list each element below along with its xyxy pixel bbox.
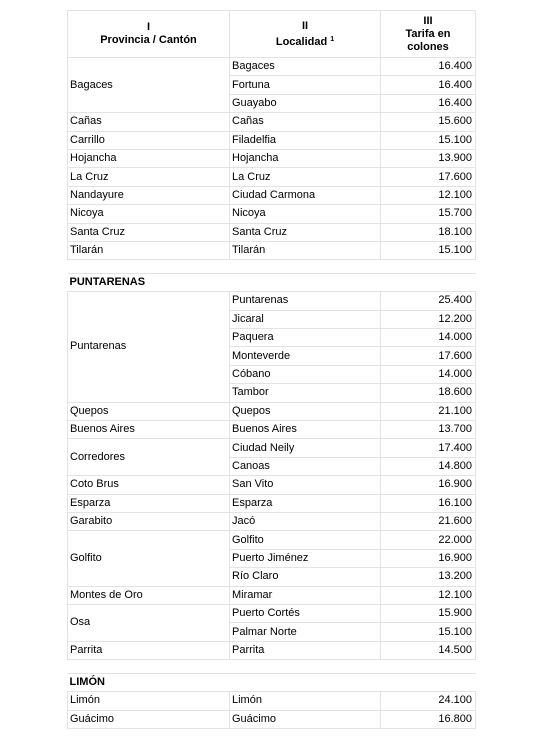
section-spacer <box>68 260 476 274</box>
tarifa-cell: 12.100 <box>381 186 476 204</box>
localidad-cell: Quepos <box>230 402 381 420</box>
tarifa-cell: 25.400 <box>381 292 476 310</box>
canton-cell: Parrita <box>68 641 230 659</box>
table-row <box>68 476 476 494</box>
tarifa-cell: 16.400 <box>381 76 476 94</box>
table-row <box>68 205 476 223</box>
canton-cell: Bagaces <box>68 58 230 113</box>
localidad-cell: Ciudad Carmona <box>230 186 381 204</box>
localidad-cell: Cóbano <box>230 365 381 383</box>
tarifa-cell: 16.900 <box>381 549 476 567</box>
localidad-cell: Hojancha <box>230 149 381 167</box>
table-row <box>68 113 476 131</box>
tariff-table <box>67 10 476 729</box>
canton-cell: Coto Brus <box>68 476 230 494</box>
table-row <box>68 131 476 149</box>
localidad-cell: Ciudad Neily <box>230 439 381 457</box>
localidad-cell: San Vito <box>230 476 381 494</box>
canton-cell: Nicoya <box>68 205 230 223</box>
localidad-cell: Golfito <box>230 531 381 549</box>
localidad-cell: Fortuna <box>230 76 381 94</box>
tarifa-cell: 13.900 <box>381 149 476 167</box>
table-row <box>68 58 476 76</box>
localidad-cell: Monteverde <box>230 347 381 365</box>
tarifa-cell: 13.200 <box>381 568 476 586</box>
tarifa-cell: 18.600 <box>381 384 476 402</box>
tarifa-cell: 15.600 <box>381 113 476 131</box>
localidad-cell: Río Claro <box>230 568 381 586</box>
localidad-cell: Tambor <box>230 384 381 402</box>
tariff-table-container <box>67 10 477 729</box>
canton-cell: Osa <box>68 604 230 641</box>
table-header <box>68 11 476 58</box>
tarifa-cell: 16.100 <box>381 494 476 512</box>
canton-cell: Puntarenas <box>68 292 230 402</box>
localidad-cell: Cañas <box>230 113 381 131</box>
tarifa-cell: 18.100 <box>381 223 476 241</box>
localidad-cell: Limón <box>230 692 381 710</box>
localidad-cell: Jicaral <box>230 310 381 328</box>
footnote-marker: 1 <box>330 35 335 43</box>
localidad-cell: Esparza <box>230 494 381 512</box>
tarifa-cell: 15.700 <box>381 205 476 223</box>
localidad-cell: Guácimo <box>230 710 381 728</box>
tarifa-cell: 21.600 <box>381 512 476 530</box>
localidad-cell: Parrita <box>230 641 381 659</box>
tarifa-cell: 14.000 <box>381 365 476 383</box>
tarifa-cell: 12.200 <box>381 310 476 328</box>
localidad-cell: La Cruz <box>230 168 381 186</box>
localidad-cell: Nicoya <box>230 205 381 223</box>
localidad-cell: Palmar Norte <box>230 623 381 641</box>
localidad-cell: Filadelfia <box>230 131 381 149</box>
canton-cell: Quepos <box>68 402 230 420</box>
tarifa-cell: 21.100 <box>381 402 476 420</box>
canton-cell: Limón <box>68 692 230 710</box>
canton-cell: Cañas <box>68 113 230 131</box>
table-row <box>68 168 476 186</box>
table-row <box>68 421 476 439</box>
table-row <box>68 512 476 530</box>
table-row <box>68 692 476 710</box>
table-row <box>68 223 476 241</box>
canton-cell: Golfito <box>68 531 230 586</box>
tarifa-cell: 14.000 <box>381 329 476 347</box>
localidad-cell: Bagaces <box>230 58 381 76</box>
table-row <box>68 494 476 512</box>
canton-cell: Santa Cruz <box>68 223 230 241</box>
canton-cell: Garabito <box>68 512 230 530</box>
tarifa-cell: 22.000 <box>381 531 476 549</box>
table-row <box>68 641 476 659</box>
table-row <box>68 241 476 259</box>
tarifa-cell: 13.700 <box>381 421 476 439</box>
tarifa-cell: 14.800 <box>381 457 476 475</box>
tarifa-cell: 12.100 <box>381 586 476 604</box>
localidad-cell: Tilarán <box>230 241 381 259</box>
section-spacer <box>68 660 476 674</box>
localidad-cell: Miramar <box>230 586 381 604</box>
table-row <box>68 604 476 622</box>
table-row <box>68 292 476 310</box>
tarifa-cell: 16.900 <box>381 476 476 494</box>
tarifa-cell: 15.900 <box>381 604 476 622</box>
table-row <box>68 186 476 204</box>
canton-cell: Esparza <box>68 494 230 512</box>
section-heading: PUNTARENAS <box>69 276 146 289</box>
tarifa-cell: 16.400 <box>381 58 476 76</box>
header-localidad: II Localidad $^1$ <box>230 11 381 58</box>
canton-cell: Hojancha <box>68 149 230 167</box>
table-row <box>68 710 476 728</box>
tarifa-cell: 24.100 <box>381 692 476 710</box>
canton-cell: Montes de Oro <box>68 586 230 604</box>
table-row <box>68 402 476 420</box>
table-row <box>68 531 476 549</box>
tarifa-cell: 17.400 <box>381 439 476 457</box>
localidad-cell: Guayabo <box>230 94 381 112</box>
localidad-cell: Paquera <box>230 329 381 347</box>
tarifa-cell: 16.800 <box>381 710 476 728</box>
canton-cell: Buenos Aires <box>68 421 230 439</box>
tarifa-cell: 15.100 <box>381 241 476 259</box>
canton-cell: Carrillo <box>68 131 230 149</box>
section-heading-row <box>68 674 476 692</box>
tarifa-cell: 17.600 <box>381 347 476 365</box>
tarifa-cell: 16.400 <box>381 94 476 112</box>
table-body <box>68 58 476 729</box>
localidad-cell: Santa Cruz <box>230 223 381 241</box>
section-heading: LIMÓN <box>69 676 105 689</box>
canton-cell: Nandayure <box>68 186 230 204</box>
localidad-cell: Buenos Aires <box>230 421 381 439</box>
header-provincia: I Provincia / Cantón <box>68 11 230 58</box>
localidad-cell: Canoas <box>230 457 381 475</box>
tarifa-cell: 15.100 <box>381 623 476 641</box>
canton-cell: Tilarán <box>68 241 230 259</box>
section-heading-row <box>68 274 476 292</box>
header-tarifa: III Tarifa en colones <box>381 11 476 58</box>
localidad-cell: Puntarenas <box>230 292 381 310</box>
localidad-cell: Puerto Cortés <box>230 604 381 622</box>
canton-cell: Corredores <box>68 439 230 476</box>
localidad-cell: Puerto Jiménez <box>230 549 381 567</box>
canton-cell: Guácimo <box>68 710 230 728</box>
localidad-cell: Jacó <box>230 512 381 530</box>
table-row <box>68 586 476 604</box>
tarifa-cell: 17.600 <box>381 168 476 186</box>
tarifa-cell: 15.100 <box>381 131 476 149</box>
canton-cell: La Cruz <box>68 168 230 186</box>
tarifa-cell: 14.500 <box>381 641 476 659</box>
table-row <box>68 439 476 457</box>
table-row <box>68 149 476 167</box>
